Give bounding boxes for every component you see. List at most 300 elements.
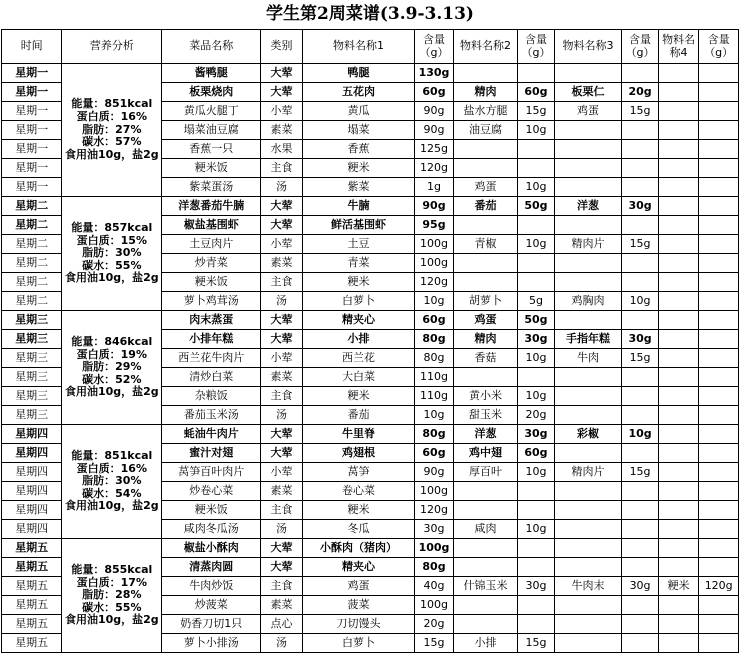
material-1-cell: 菠菜 bbox=[302, 596, 414, 615]
amount-1-cell: 125g bbox=[415, 140, 454, 159]
category-cell: 水果 bbox=[261, 140, 303, 159]
amount-1-cell: 10g bbox=[415, 406, 454, 425]
material-4-cell: 粳米 bbox=[658, 577, 699, 596]
amount-4-cell bbox=[699, 634, 739, 653]
material-2-cell bbox=[453, 596, 518, 615]
day-cell: 星期二 bbox=[2, 216, 62, 235]
category-cell: 汤 bbox=[261, 634, 303, 653]
nutrition-line: 能量：851kcal bbox=[71, 97, 153, 111]
amount-3-cell bbox=[622, 159, 658, 178]
amount-1-cell: 80g bbox=[415, 349, 454, 368]
amount-3-cell bbox=[622, 406, 658, 425]
amount-3-cell bbox=[622, 539, 658, 558]
amount-4-cell bbox=[699, 615, 739, 634]
material-1-cell: 鸭腿 bbox=[302, 64, 414, 83]
material-2-cell bbox=[453, 615, 518, 634]
amount-2-cell: 30g bbox=[518, 577, 554, 596]
amount-2-cell: 10g bbox=[518, 463, 554, 482]
amount-2-cell: 10g bbox=[518, 520, 554, 539]
material-1-cell: 白萝卜 bbox=[302, 292, 414, 311]
amount-3-cell bbox=[622, 178, 658, 197]
material-2-cell: 番茄 bbox=[453, 197, 518, 216]
material-4-cell bbox=[658, 387, 699, 406]
material-3-cell bbox=[554, 273, 622, 292]
material-1-cell: 香蕉 bbox=[302, 140, 414, 159]
amount-4-cell bbox=[699, 387, 739, 406]
material-1-cell: 五花肉 bbox=[302, 83, 414, 102]
amount-2-cell: 20g bbox=[518, 406, 554, 425]
category-cell: 大荤 bbox=[261, 197, 303, 216]
day-cell: 星期四 bbox=[2, 482, 62, 501]
amount-4-cell bbox=[699, 349, 739, 368]
amount-1-cell: 130g bbox=[415, 64, 454, 83]
dish-name-cell: 莴笋百叶肉片 bbox=[162, 463, 261, 482]
column-header-dish-name: 菜品名称 bbox=[162, 30, 261, 64]
material-3-cell bbox=[554, 121, 622, 140]
material-4-cell bbox=[658, 64, 699, 83]
material-4-cell bbox=[658, 311, 699, 330]
header-row bbox=[2, 30, 739, 64]
day-cell: 星期一 bbox=[2, 121, 62, 140]
day-cell: 星期三 bbox=[2, 330, 62, 349]
material-3-cell: 精肉片 bbox=[554, 463, 622, 482]
material-2-cell bbox=[453, 539, 518, 558]
amount-2-cell: 50g bbox=[518, 197, 554, 216]
material-4-cell bbox=[658, 463, 699, 482]
amount-1-cell: 95g bbox=[415, 216, 454, 235]
material-1-cell: 精夹心 bbox=[302, 311, 414, 330]
material-2-cell: 鸡中翅 bbox=[453, 444, 518, 463]
amount-4-cell bbox=[699, 64, 739, 83]
amount-1-cell: 90g bbox=[415, 121, 454, 140]
day-cell: 星期五 bbox=[2, 577, 62, 596]
material-2-cell: 胡萝卜 bbox=[453, 292, 518, 311]
amount-1-cell: 100g bbox=[415, 482, 454, 501]
amount-4-cell bbox=[699, 235, 739, 254]
amount-3-cell bbox=[622, 444, 658, 463]
material-4-cell bbox=[658, 539, 699, 558]
amount-1-cell: 90g bbox=[415, 102, 454, 121]
material-4-cell bbox=[658, 349, 699, 368]
amount-4-cell bbox=[699, 216, 739, 235]
material-3-cell bbox=[554, 216, 622, 235]
material-4-cell bbox=[658, 634, 699, 653]
category-cell: 大荤 bbox=[261, 330, 303, 349]
amount-3-cell: 15g bbox=[622, 102, 658, 121]
nutrition-line: 碳水：52% bbox=[82, 372, 142, 386]
dish-name-cell: 蚝油牛肉片 bbox=[162, 425, 261, 444]
material-3-cell bbox=[554, 634, 622, 653]
amount-2-cell: 5g bbox=[518, 292, 554, 311]
material-2-cell bbox=[453, 273, 518, 292]
day-cell: 星期一 bbox=[2, 64, 62, 83]
amount-2-cell bbox=[518, 558, 554, 577]
amount-4-cell bbox=[699, 140, 739, 159]
amount-3-cell bbox=[622, 615, 658, 634]
amount-1-cell: 80g bbox=[415, 558, 454, 577]
amount-3-cell: 10g bbox=[622, 425, 658, 444]
amount-3-cell bbox=[622, 634, 658, 653]
category-cell: 素菜 bbox=[261, 254, 303, 273]
category-cell: 大荤 bbox=[261, 558, 303, 577]
amount-2-cell bbox=[518, 539, 554, 558]
amount-1-cell: 100g bbox=[415, 235, 454, 254]
amount-2-cell: 60g bbox=[518, 83, 554, 102]
nutrition-line: 脂肪：30% bbox=[82, 474, 142, 488]
amount-2-cell: 10g bbox=[518, 387, 554, 406]
amount-2-cell bbox=[518, 159, 554, 178]
amount-4-cell: 120g bbox=[699, 577, 739, 596]
material-2-cell bbox=[453, 159, 518, 178]
material-4-cell bbox=[658, 140, 699, 159]
amount-3-cell bbox=[622, 501, 658, 520]
amount-2-cell: 10g bbox=[518, 178, 554, 197]
nutrition-line: 脂肪：28% bbox=[82, 588, 142, 602]
amount-2-cell: 15g bbox=[518, 102, 554, 121]
nutrition-line: 碳水：54% bbox=[82, 486, 142, 500]
material-3-cell: 精肉片 bbox=[554, 235, 622, 254]
category-cell: 主食 bbox=[261, 577, 303, 596]
amount-3-cell: 20g bbox=[622, 83, 658, 102]
category-cell: 小荤 bbox=[261, 102, 303, 121]
nutrition-line: 蛋白质：16% bbox=[76, 461, 147, 475]
amount-4-cell bbox=[699, 83, 739, 102]
nutrition-line: 碳水：55% bbox=[82, 600, 142, 614]
material-1-cell: 鸡翅根 bbox=[302, 444, 414, 463]
material-2-cell: 精肉 bbox=[453, 330, 518, 349]
amount-2-cell: 10g bbox=[518, 121, 554, 140]
amount-1-cell: 10g bbox=[415, 292, 454, 311]
material-2-cell: 黄小米 bbox=[453, 387, 518, 406]
dish-name-cell: 粳米饭 bbox=[162, 501, 261, 520]
amount-4-cell bbox=[699, 425, 739, 444]
material-2-cell: 鸡蛋 bbox=[453, 311, 518, 330]
dish-name-cell: 黄瓜火腿丁 bbox=[162, 102, 261, 121]
material-1-cell: 精夹心 bbox=[302, 558, 414, 577]
amount-4-cell bbox=[699, 178, 739, 197]
amount-1-cell: 90g bbox=[415, 197, 454, 216]
amount-2-cell bbox=[518, 368, 554, 387]
material-3-cell bbox=[554, 387, 622, 406]
amount-3-cell bbox=[622, 140, 658, 159]
amount-1-cell: 60g bbox=[415, 83, 454, 102]
material-2-cell: 咸肉 bbox=[453, 520, 518, 539]
dish-name-cell: 炒卷心菜 bbox=[162, 482, 261, 501]
dish-name-cell: 椒盐小酥肉 bbox=[162, 539, 261, 558]
amount-1-cell: 15g bbox=[415, 634, 454, 653]
material-2-cell bbox=[453, 482, 518, 501]
category-cell: 汤 bbox=[261, 406, 303, 425]
material-4-cell bbox=[658, 558, 699, 577]
nutrition-line: 能量：855kcal bbox=[71, 562, 153, 576]
dish-name-cell: 炒青菜 bbox=[162, 254, 261, 273]
material-4-cell bbox=[658, 254, 699, 273]
day-cell: 星期一 bbox=[2, 102, 62, 121]
nutrition-line: 食用油10g，盐2g bbox=[64, 385, 159, 399]
material-1-cell: 鲜活基围虾 bbox=[302, 216, 414, 235]
material-2-cell: 洋葱 bbox=[453, 425, 518, 444]
day-cell: 星期一 bbox=[2, 140, 62, 159]
nutrition-line: 食用油10g，盐2g bbox=[64, 271, 159, 285]
dish-name-cell: 番茄玉米汤 bbox=[162, 406, 261, 425]
amount-2-cell bbox=[518, 254, 554, 273]
day-cell: 星期五 bbox=[2, 634, 62, 653]
material-4-cell bbox=[658, 216, 699, 235]
material-1-cell: 粳米 bbox=[302, 159, 414, 178]
category-cell: 素菜 bbox=[261, 368, 303, 387]
amount-1-cell: 120g bbox=[415, 273, 454, 292]
amount-4-cell bbox=[699, 311, 739, 330]
category-cell: 大荤 bbox=[261, 444, 303, 463]
amount-4-cell bbox=[699, 102, 739, 121]
amount-4-cell bbox=[699, 292, 739, 311]
amount-2-cell bbox=[518, 216, 554, 235]
day-cell: 星期四 bbox=[2, 520, 62, 539]
menu-body bbox=[2, 64, 739, 653]
day-cell: 星期三 bbox=[2, 368, 62, 387]
day-cell: 星期二 bbox=[2, 292, 62, 311]
nutrition-analysis bbox=[62, 311, 162, 425]
material-1-cell: 冬瓜 bbox=[302, 520, 414, 539]
material-4-cell bbox=[658, 178, 699, 197]
amount-4-cell bbox=[699, 558, 739, 577]
material-1-cell: 大白菜 bbox=[302, 368, 414, 387]
day-cell: 星期三 bbox=[2, 387, 62, 406]
material-4-cell bbox=[658, 235, 699, 254]
material-2-cell bbox=[453, 140, 518, 159]
category-cell: 主食 bbox=[261, 159, 303, 178]
dish-name-cell: 炒菠菜 bbox=[162, 596, 261, 615]
category-cell: 小荤 bbox=[261, 349, 303, 368]
material-3-cell bbox=[554, 311, 622, 330]
category-cell: 大荤 bbox=[261, 216, 303, 235]
dish-name-cell: 蜜汁对翅 bbox=[162, 444, 261, 463]
dish-name-cell: 萝卜鸡茸汤 bbox=[162, 292, 261, 311]
amount-2-cell: 10g bbox=[518, 349, 554, 368]
day-cell: 星期四 bbox=[2, 501, 62, 520]
column-header-time: 时间 bbox=[2, 30, 62, 64]
material-2-cell bbox=[453, 216, 518, 235]
amount-3-cell: 15g bbox=[622, 235, 658, 254]
material-4-cell bbox=[658, 425, 699, 444]
dish-name-cell: 粳米饭 bbox=[162, 273, 261, 292]
day-cell: 星期三 bbox=[2, 311, 62, 330]
amount-4-cell bbox=[699, 273, 739, 292]
day-cell: 星期二 bbox=[2, 273, 62, 292]
material-2-cell: 甜玉米 bbox=[453, 406, 518, 425]
table-row bbox=[2, 197, 739, 216]
material-3-cell: 牛肉末 bbox=[554, 577, 622, 596]
day-cell: 星期五 bbox=[2, 558, 62, 577]
material-4-cell bbox=[658, 197, 699, 216]
amount-4-cell bbox=[699, 444, 739, 463]
dish-name-cell: 杂粮饭 bbox=[162, 387, 261, 406]
category-cell: 小荤 bbox=[261, 463, 303, 482]
day-cell: 星期四 bbox=[2, 425, 62, 444]
material-2-cell: 香菇 bbox=[453, 349, 518, 368]
material-4-cell bbox=[658, 159, 699, 178]
material-2-cell: 精肉 bbox=[453, 83, 518, 102]
day-cell: 星期一 bbox=[2, 159, 62, 178]
material-2-cell bbox=[453, 501, 518, 520]
amount-4-cell bbox=[699, 121, 739, 140]
nutrition-analysis bbox=[62, 197, 162, 311]
dish-name-cell: 塌菜油豆腐 bbox=[162, 121, 261, 140]
material-1-cell: 紫菜 bbox=[302, 178, 414, 197]
material-1-cell: 卷心菜 bbox=[302, 482, 414, 501]
material-3-cell: 牛肉 bbox=[554, 349, 622, 368]
material-1-cell: 塌菜 bbox=[302, 121, 414, 140]
category-cell: 主食 bbox=[261, 501, 303, 520]
column-header-material-4: 物料名称4 bbox=[658, 30, 699, 64]
category-cell: 汤 bbox=[261, 178, 303, 197]
amount-3-cell bbox=[622, 273, 658, 292]
table-row bbox=[2, 311, 739, 330]
material-1-cell: 牛里脊 bbox=[302, 425, 414, 444]
material-3-cell bbox=[554, 615, 622, 634]
amount-3-cell bbox=[622, 596, 658, 615]
material-4-cell bbox=[658, 482, 699, 501]
category-cell: 汤 bbox=[261, 520, 303, 539]
amount-3-cell bbox=[622, 520, 658, 539]
material-1-cell: 小排 bbox=[302, 330, 414, 349]
amount-3-cell bbox=[622, 254, 658, 273]
category-cell: 大荤 bbox=[261, 539, 303, 558]
nutrition-line: 脂肪：30% bbox=[82, 246, 142, 260]
material-2-cell: 厚百叶 bbox=[453, 463, 518, 482]
amount-1-cell: 80g bbox=[415, 330, 454, 349]
material-1-cell: 小酥肉（猪肉） bbox=[302, 539, 414, 558]
material-3-cell bbox=[554, 406, 622, 425]
amount-1-cell: 100g bbox=[415, 254, 454, 273]
amount-1-cell: 100g bbox=[415, 596, 454, 615]
material-3-cell bbox=[554, 520, 622, 539]
material-3-cell: 板栗仁 bbox=[554, 83, 622, 102]
column-header-amount-4: 含量（g） bbox=[699, 30, 739, 64]
amount-2-cell: 15g bbox=[518, 634, 554, 653]
column-header-nutrition: 营养分析 bbox=[62, 30, 162, 64]
amount-1-cell: 100g bbox=[415, 539, 454, 558]
dish-name-cell: 土豆肉片 bbox=[162, 235, 261, 254]
material-2-cell bbox=[453, 254, 518, 273]
material-2-cell: 什锦玉米 bbox=[453, 577, 518, 596]
amount-2-cell bbox=[518, 615, 554, 634]
amount-1-cell: 120g bbox=[415, 501, 454, 520]
material-3-cell: 鸡蛋 bbox=[554, 102, 622, 121]
amount-1-cell: 110g bbox=[415, 387, 454, 406]
dish-name-cell: 奶香刀切1只 bbox=[162, 615, 261, 634]
amount-2-cell: 30g bbox=[518, 330, 554, 349]
amount-2-cell: 10g bbox=[518, 235, 554, 254]
day-cell: 星期四 bbox=[2, 463, 62, 482]
amount-4-cell bbox=[699, 539, 739, 558]
amount-1-cell: 40g bbox=[415, 577, 454, 596]
amount-4-cell bbox=[699, 159, 739, 178]
nutrition-line: 能量：857kcal bbox=[71, 220, 153, 234]
column-header-category: 类别 bbox=[261, 30, 303, 64]
material-3-cell: 彩椒 bbox=[554, 425, 622, 444]
amount-4-cell bbox=[699, 254, 739, 273]
amount-1-cell: 60g bbox=[415, 311, 454, 330]
material-1-cell: 鸡蛋 bbox=[302, 577, 414, 596]
amount-3-cell bbox=[622, 121, 658, 140]
material-2-cell bbox=[453, 64, 518, 83]
amount-3-cell bbox=[622, 216, 658, 235]
nutrition-line: 碳水：55% bbox=[82, 258, 142, 272]
nutrition-line: 蛋白质：19% bbox=[76, 347, 147, 361]
material-3-cell bbox=[554, 596, 622, 615]
material-2-cell: 青椒 bbox=[453, 235, 518, 254]
category-cell: 汤 bbox=[261, 292, 303, 311]
material-2-cell bbox=[453, 558, 518, 577]
column-header-material-3: 物料名称3 bbox=[554, 30, 622, 64]
category-cell: 大荤 bbox=[261, 311, 303, 330]
page-title: 学生第2周菜谱(3.9-3.13) bbox=[266, 4, 474, 24]
column-header-amount-3: 含量（g） bbox=[622, 30, 658, 64]
nutrition-line: 蛋白质：16% bbox=[76, 110, 147, 124]
material-3-cell bbox=[554, 558, 622, 577]
material-1-cell: 黄瓜 bbox=[302, 102, 414, 121]
amount-4-cell bbox=[699, 368, 739, 387]
material-1-cell: 番茄 bbox=[302, 406, 414, 425]
amount-3-cell: 30g bbox=[622, 330, 658, 349]
material-1-cell: 粳米 bbox=[302, 387, 414, 406]
column-header-amount-1: 含量（g） bbox=[415, 30, 454, 64]
amount-1-cell: 60g bbox=[415, 444, 454, 463]
amount-1-cell: 20g bbox=[415, 615, 454, 634]
nutrition-line: 食用油10g，盐2g bbox=[64, 613, 159, 627]
amount-4-cell bbox=[699, 482, 739, 501]
category-cell: 主食 bbox=[261, 273, 303, 292]
amount-1-cell: 80g bbox=[415, 425, 454, 444]
day-cell: 星期五 bbox=[2, 615, 62, 634]
dish-name-cell: 咸肉冬瓜汤 bbox=[162, 520, 261, 539]
nutrition-line: 碳水：57% bbox=[82, 135, 142, 149]
amount-1-cell: 120g bbox=[415, 159, 454, 178]
material-4-cell bbox=[658, 102, 699, 121]
material-4-cell bbox=[658, 444, 699, 463]
dish-name-cell: 清炒白菜 bbox=[162, 368, 261, 387]
material-1-cell: 牛腩 bbox=[302, 197, 414, 216]
material-3-cell bbox=[554, 140, 622, 159]
day-cell: 星期二 bbox=[2, 254, 62, 273]
amount-2-cell bbox=[518, 482, 554, 501]
nutrition-line: 蛋白质：17% bbox=[76, 575, 147, 589]
material-2-cell: 盐水方腿 bbox=[453, 102, 518, 121]
material-1-cell: 粳米 bbox=[302, 273, 414, 292]
amount-3-cell bbox=[622, 311, 658, 330]
material-3-cell: 鸡胸肉 bbox=[554, 292, 622, 311]
material-3-cell bbox=[554, 178, 622, 197]
nutrition-line: 脂肪：29% bbox=[82, 360, 142, 374]
category-cell: 点心 bbox=[261, 615, 303, 634]
amount-1-cell: 110g bbox=[415, 368, 454, 387]
amount-2-cell: 50g bbox=[518, 311, 554, 330]
dish-name-cell: 西兰花牛肉片 bbox=[162, 349, 261, 368]
amount-3-cell: 10g bbox=[622, 292, 658, 311]
material-2-cell: 小排 bbox=[453, 634, 518, 653]
column-header-material-2: 物料名称2 bbox=[453, 30, 518, 64]
day-cell: 星期五 bbox=[2, 596, 62, 615]
material-3-cell bbox=[554, 254, 622, 273]
nutrition-line: 食用油10g，盐2g bbox=[64, 147, 159, 161]
material-2-cell: 鸡蛋 bbox=[453, 178, 518, 197]
amount-3-cell: 30g bbox=[622, 577, 658, 596]
day-cell: 星期三 bbox=[2, 406, 62, 425]
category-cell: 主食 bbox=[261, 387, 303, 406]
day-cell: 星期一 bbox=[2, 178, 62, 197]
amount-1-cell: 1g bbox=[415, 178, 454, 197]
